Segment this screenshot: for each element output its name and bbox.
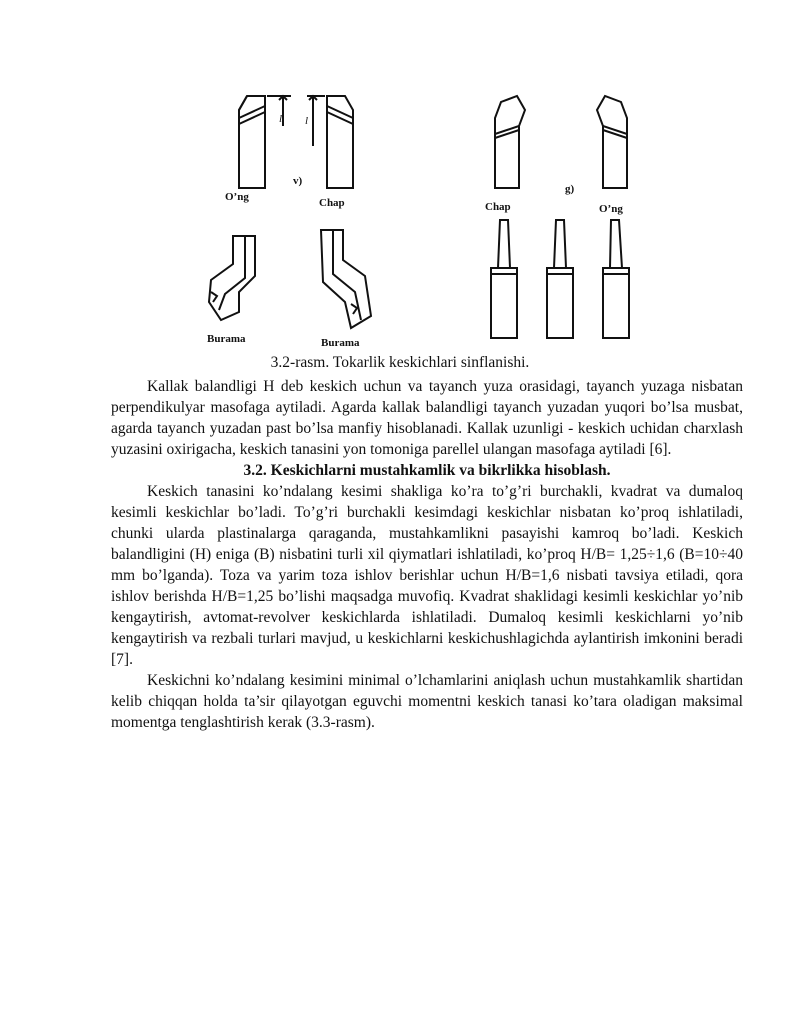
- section-heading: 3.2. Keskichlarni mustahkamlik va bikrlikka hisoblash.: [243, 462, 611, 479]
- bent-cutter-right: [597, 96, 627, 188]
- label-chap-left: Chap: [319, 197, 345, 209]
- label-burama-2: Burama: [321, 337, 360, 349]
- label-burama-1: Burama: [207, 333, 246, 345]
- figure-tool-classification: [195, 88, 635, 350]
- threading-cutter-1: [209, 236, 255, 320]
- parting-cutter-3: [603, 220, 629, 338]
- dimension-label-l-2: l: [305, 115, 309, 127]
- label-ong-right: O’ng: [599, 203, 623, 215]
- figure-drawing: [195, 88, 635, 350]
- figure-caption: 3.2-rasm. Tokarlik keskichlari sinflanishi.: [270, 354, 530, 371]
- label-chap-right: Chap: [485, 201, 511, 213]
- parting-cutter-2: [547, 220, 573, 338]
- body-text: [111, 376, 743, 733]
- label-ong-left: O’ng: [225, 191, 249, 203]
- paragraph-min-dimensions: Keskichni ko’ndalang kesimini minimal o’lchamlarini aniqlash uchun mustahkamlik shartidan kelib chiqqan holda ta’sir qilayotgan eguvchi momentni keskich tanasi ko’tara oladigan maksimal momentga tenglashtirish kerak (3.3-rasm).: [111, 672, 743, 731]
- paragraph-head-height: Kallak balandligi H deb keskich uchun va tayanch yuza orasidagi, tayanch yuzaga nisbatan perpendikulyar masofaga aytiladi. Agarda kallak balandligi tayanch yuzadan yuqori bo’lsa musbat, agarda tayanch yuzadan past bo’lsa manfiy hisoblanadi. Kallak uzunligi - keskich uchidan charxlash yuzasini oxirigacha, keskich tanasini yon tomoniga parellel ulangan masofaga aytiladi [6].: [111, 378, 743, 458]
- label-g: g): [565, 183, 575, 195]
- parting-cutter-1: [491, 220, 517, 338]
- label-v: v): [293, 175, 303, 187]
- threading-cutter-2: [321, 230, 371, 328]
- dimension-label-l-1: l: [279, 113, 283, 125]
- paragraph-cross-section: Keskich tanasini ko’ndalang kesimi shakliga ko’ra to’g’ri burchakli, kvadrat va dumaloq kesimli keskichlar bo’ladi. To’g’ri burchakli kesimdagi keskichlar nisbatan ko’proq ishlatiladi, chunki ularda plastinalarga qaraganda, mustahkamlikni pasayishi kamroq bo’ladi. Keskich balandligini (H) eniga (B) nisbatini turli xil qiymatlari ishlatiladi, ko’proq H/B= 1,25÷1,6 (B=10÷40 mm bo’lganda). Toza va yarim toza ishlov berishlar uchun H/B=1,6 nisbati tavsiya etiladi, qora ishlov berishda H/B=1,25 bo’lishi maqsadga muvofiq. Kvadrat shaklidagi kesimli keskichlar yo’nib kengaytirish, avtomat-revolver keskichlarda ishlatiladi. Dumaloq kesimli keskichlarni yo’nib kengaytirish va rezbali turlari mavjud, u keskichlarni keskichushlagichda aylantirish imkonini beradi [7].: [111, 483, 743, 668]
- straight-cutter-left: [307, 96, 353, 188]
- straight-cutter-right: [239, 96, 291, 188]
- bent-cutter-left: [495, 96, 525, 188]
